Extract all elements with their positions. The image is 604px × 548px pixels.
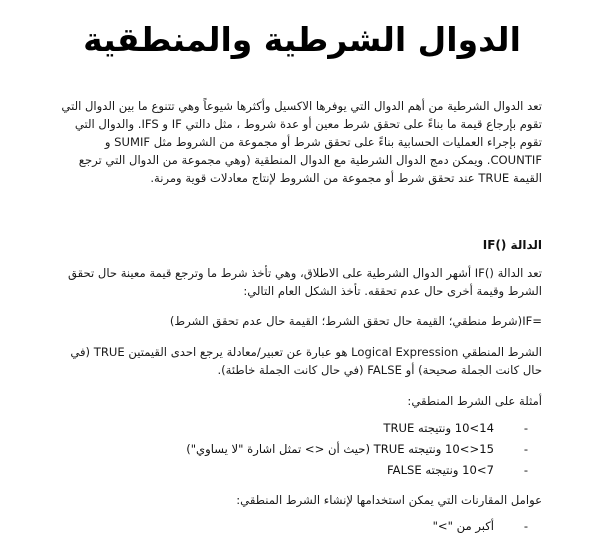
operators-label — [130, 491, 542, 509]
operator-text: أكبر من ">" — [432, 519, 494, 533]
list-item — [102, 439, 542, 460]
logical-expression-line: حال كانت الجملة صحيحة) أو FALSE (في حال كانت الجملة خاطئة). — [217, 363, 542, 377]
dash-bullet-icon: - — [523, 421, 528, 435]
examples-label — [130, 392, 542, 410]
intro-paragraph — [61, 97, 542, 187]
intro-line: تعد الدوال الشرطية من أهم الدوال التي يوفرها الاكسيل وأكثرها شيوعاً وهي تتنوع ما بين الدوال التي — [61, 99, 542, 113]
logical-expression-line: الشرط المنطقي Logical Expression هو عبارة عن تعبير/معادلة يرجع احدى القيمتين TRUE (في — [70, 345, 542, 359]
if-description-line: تعد الدالة ()IF أشهر الدوال الشرطية على الاطلاق، وهي تأخذ شرط ما وترجع قيمة معينة حال تحقق — [67, 266, 542, 280]
if-description-line: الشرط وقيمة أخرى حال عدم تحققه. تأخذ الشكل العام التالي: — [243, 284, 542, 298]
intro-line: القيمة TRUE عند تحقق شرط أو مجموعة من الشروط لإنتاج معادلات قوية ومرنة. — [150, 171, 542, 185]
operators-label-text: عوامل المقارنات التي يمكن استخدامها لإنشاء الشرط المنطقي: — [236, 493, 542, 507]
operators-list — [102, 516, 542, 537]
intro-line: تقوم بإجراء العمليات الحسابية بناءً على تحقق شرط أو مجموعة من الشروط مثل SUMIF و — [104, 135, 542, 149]
list-item — [102, 460, 542, 481]
examples-label-text: أمثلة على الشرط المنطقي: — [407, 394, 542, 408]
logical-expression-paragraph — [70, 343, 542, 379]
dash-bullet-icon: - — [523, 442, 528, 456]
intro-line: COUNTIF. ويمكن دمج الدوال الشرطية مع الدوال المنطقية (وهي مجموعة من الدوال التي ترجع — [78, 153, 542, 167]
example-text: 15<>10 ونتيجته TRUE (حيث أن <> تمثل اشارة "لا يساوي") — [186, 442, 494, 456]
intro-line: تقوم بإرجاع قيمة ما بناءً على تحقق شرط معين أو عدة شروط ، مثل دالتي IF و IFS. والدوال التي — [74, 117, 542, 131]
if-description-paragraph — [67, 264, 542, 300]
dash-bullet-icon: - — [523, 463, 528, 477]
examples-list — [102, 418, 542, 481]
dash-bullet-icon: - — [523, 519, 528, 533]
if-syntax-line: =IF(شرط منطقي؛ القيمة حال تحقق الشرط؛ القيمة حال عدم تحقق الشرط) — [169, 314, 542, 328]
if-syntax — [130, 312, 542, 330]
document-title: الدوال الشرطية والمنطقية — [83, 20, 521, 59]
list-item — [102, 516, 542, 537]
example-text: 14>10 ونتيجته TRUE — [383, 421, 494, 435]
if-section-heading: الدالة ()IF — [482, 238, 542, 252]
example-text: 7>10 ونتيجته FALSE — [387, 463, 494, 477]
list-item — [102, 418, 542, 439]
